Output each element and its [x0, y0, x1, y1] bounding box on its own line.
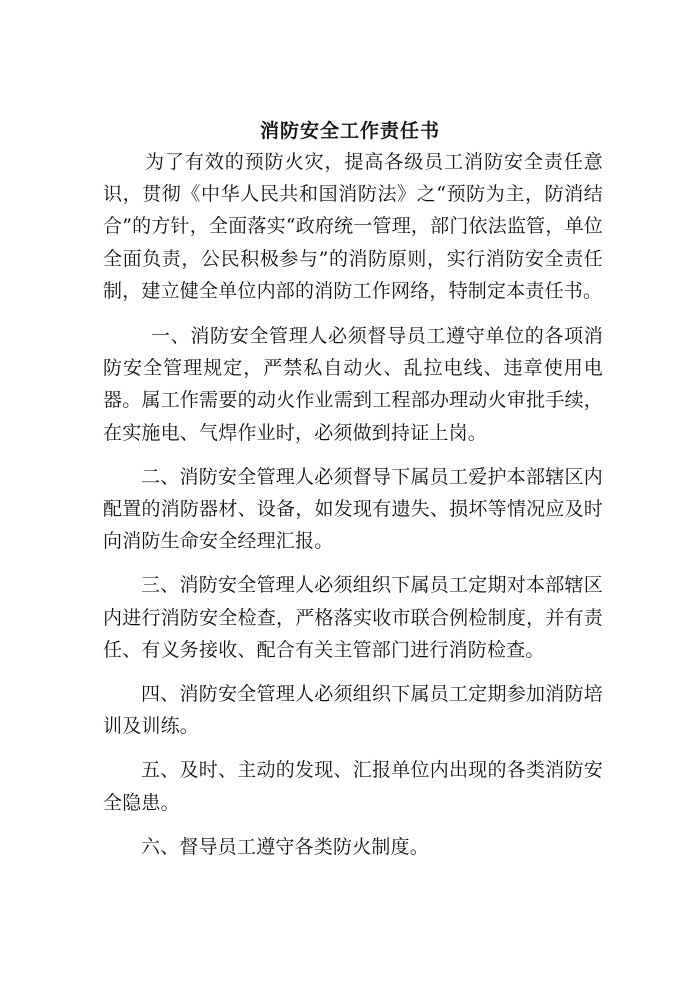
intro-paragraph: 为了有效的预防火灾，提高各级员工消防安全责任意识，贯彻《中华人民共和国消防法》之“预防为主，防消结合”的方针，全面落实“政府统一管理，部门依法监管，单位全面负责，公民积极参与”的消防原则，实行消防安全责任制，建立健全单位内部的消防工作网络，特制定本责任书。	[103, 151, 603, 302]
clause-3: 三、消防安全管理人必须组织下属员工定期对本部辖区内进行消防安全检查，严格落实收市联合例检制度，并有责任、有义务接收、配合有关主管部门进行消防检查。	[103, 574, 603, 661]
clause-2: 二、消防安全管理人必须督导下属员工爱护本部辖区内配置的消防器材、设备，如发现有遗失、损坏等情况应及时向消防生命安全经理汇报。	[103, 465, 603, 553]
document-title: 消防安全工作责任书	[259, 120, 440, 142]
clause-5: 五、及时、主动的发现、汇报单位内出现的各类消防安全隐患。	[103, 759, 603, 814]
document-body	[103, 146, 603, 863]
clause-1: 一、消防安全管理人必须督导员工遵守单位的各项消防安全管理规定，严禁私自动火、乱拉电线、违章使用电器。属工作需要的动火作业需到工程部办理动火审批手续，在实施电、气焊作业时，必须做到持证上岗。	[103, 325, 603, 444]
clause-6: 六、督导员工遵守各类防火制度。	[141, 835, 430, 858]
clause-4: 四、消防安全管理人必须组织下属员工定期参加消防培训及训练。	[103, 683, 603, 738]
